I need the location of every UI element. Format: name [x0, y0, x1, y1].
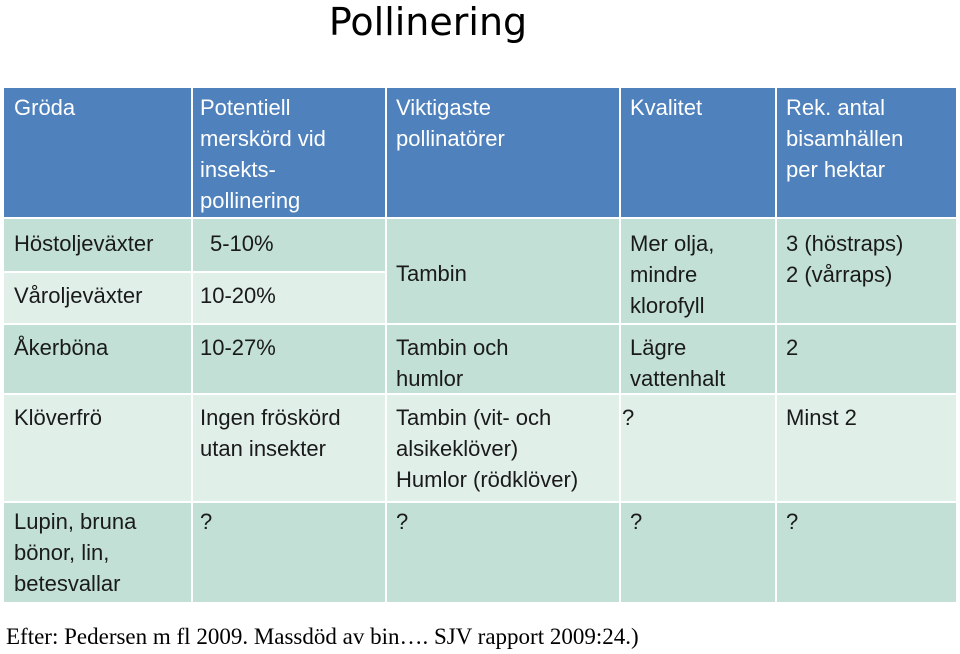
cell-hives-akerbona: 2: [786, 335, 799, 360]
cell-quality-lupin: ?: [630, 509, 643, 534]
cell-crop-akerbona: Åkerböna: [14, 335, 109, 360]
header-hives-per-hectare: Rek. antal bisamhällen per hektar: [786, 95, 904, 182]
cell-yield-kloverfro: Ingen fröskörd utan insekter: [200, 405, 341, 461]
grid-line: [385, 88, 387, 602]
slide-title: Pollinering: [328, 0, 528, 44]
grid-line: [619, 88, 621, 602]
cell-crop-kloverfro: Klöverfrö: [14, 405, 103, 430]
grid-line: [4, 501, 956, 503]
header-quality: Kvalitet: [630, 95, 703, 120]
cell-hives-lupin: ?: [786, 509, 799, 534]
cell-yield-varolje: 10-20%: [200, 283, 276, 308]
cell-quality-akerbona: Lägre vattenhalt: [630, 335, 726, 391]
cell-quality-oilseed: Mer olja, mindre klorofyll: [630, 231, 715, 318]
grid-line: [4, 323, 956, 325]
cell-yield-akerbona: 10-27%: [200, 335, 276, 360]
cell-pollinators-lupin: ?: [396, 509, 409, 534]
cell-hives-kloverfro: Minst 2: [786, 405, 857, 430]
grid-line: [775, 88, 777, 602]
cell-yield-lupin: ?: [200, 509, 213, 534]
grid-line: [4, 217, 956, 219]
cell-hives-oilseed: 3 (höstraps) 2 (vårraps): [786, 231, 904, 287]
grid-line: [4, 271, 386, 273]
cell-crop-hostolje: Höstoljeväxter: [14, 231, 154, 256]
cell-pollinators-akerbona: Tambin och humlor: [396, 335, 509, 391]
cell-pollinators-oilseed: Tambin: [396, 261, 467, 286]
header-crop: Gröda: [14, 95, 76, 120]
header-pollinators: Viktigaste pollinatörer: [396, 95, 505, 151]
cell-pollinators-kloverfro: Tambin (vit- och alsikeklöver) Humlor (rödklöver): [396, 405, 579, 492]
grid-line: [191, 88, 193, 602]
cell-yield-hostolje: 5-10%: [210, 231, 274, 256]
header-potential-yield: Potentiell merskörd vid insekts- pollinering: [200, 95, 326, 213]
cell-quality-kloverfro: ?: [622, 405, 635, 430]
source-footnote: Efter: Pedersen m fl 2009. Massdöd av bin…. SJV rapport 2009:24.): [6, 624, 639, 649]
row-band-lupin: [4, 502, 956, 602]
pollination-table: [4, 88, 956, 602]
cell-crop-lupin: Lupin, bruna bönor, lin, betesvallar: [14, 509, 137, 596]
cell-crop-varolje: Våroljeväxter: [14, 283, 143, 308]
